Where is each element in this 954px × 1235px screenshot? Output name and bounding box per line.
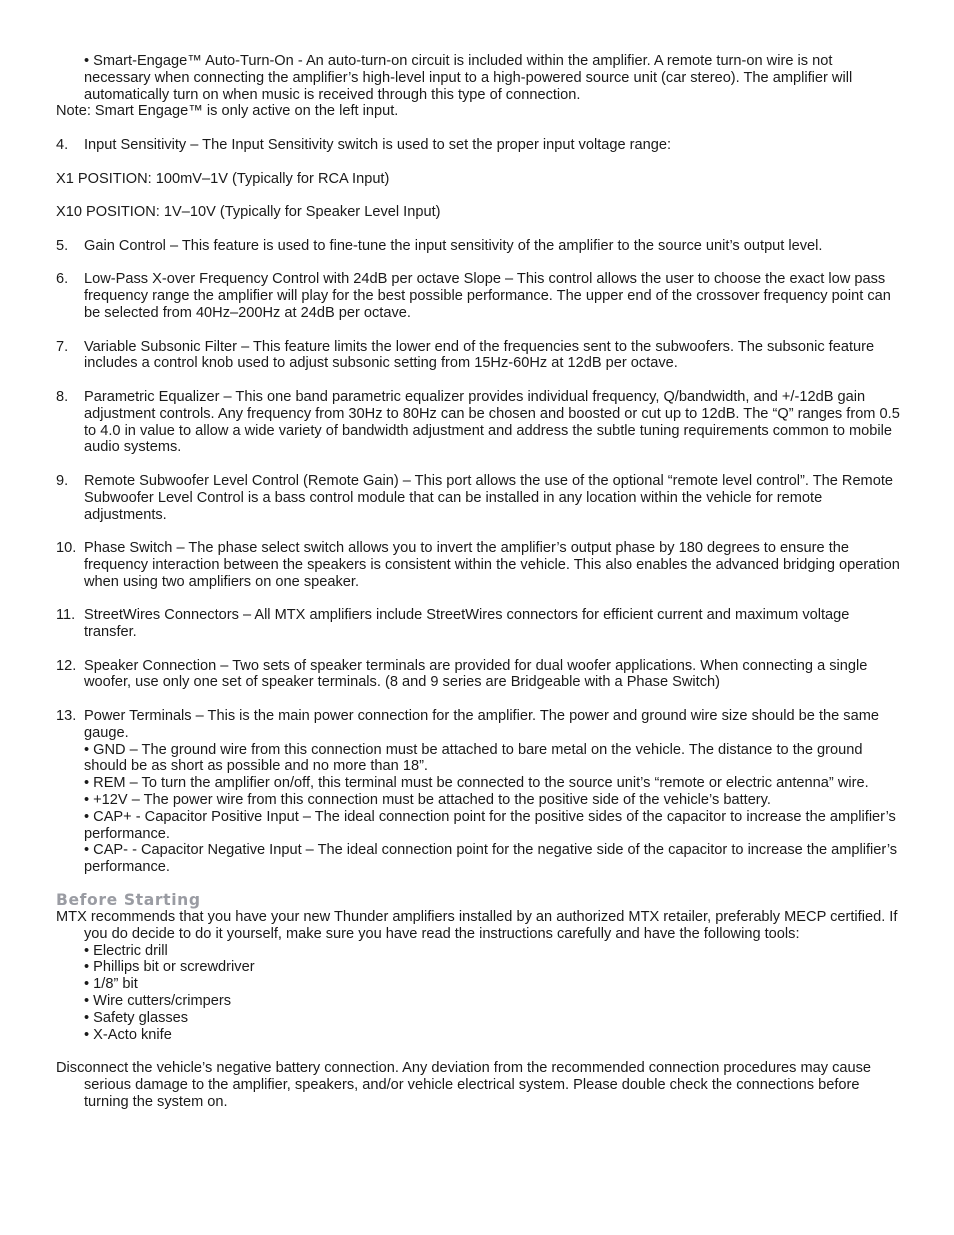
power-bullet-cap-pos: • CAP+ - Capacitor Positive Input – The ideal connection point for the positive sides of the capacitor to increase the amplifier’s performance. xyxy=(84,808,896,842)
list-item-12 xyxy=(56,658,901,692)
power-bullet-12v: • +12V – The power wire from this connection must be attached to the positive side of the vehicle’s battery. xyxy=(84,792,771,809)
item-text: Input Sensitivity – The Input Sensitivity switch is used to set the proper input voltage range: xyxy=(84,136,672,153)
item-text-block xyxy=(84,708,901,876)
before-starting-intro: MTX recommends that you have your new Thunder amplifiers installed by an authorized MTX retailer, preferably MECP certified. If you do decide to do it yourself, make sure you have read the instructions carefully and have the following tools: xyxy=(56,909,898,942)
list-item: • X-Acto knife xyxy=(84,1026,172,1043)
before-starting-closing: Disconnect the vehicle’s negative battery connection. Any deviation from the recommended connection procedures may cause serious damage to the amplifier, speakers, and/or vehicle electrical system. Please double check the connections before turning the system on. xyxy=(56,1060,872,1110)
item-number: 9. xyxy=(56,472,69,489)
tools-list xyxy=(56,943,901,1044)
item-text: Speaker Connection – Two sets of speaker terminals are provided for dual woofer applications. When connecting a single woofer, use only one set of speaker terminals. (8 and 9 series are Bridgeable with a Phase Switch) xyxy=(84,657,868,691)
item-number: 10. xyxy=(56,540,77,557)
list-item-8 xyxy=(56,389,901,456)
list-item-10 xyxy=(56,540,901,590)
power-bullet-cap-neg: • CAP- - Capacitor Negative Input – The ideal connection point for the negative side of the capacitor to increase the amplifier’s performance. xyxy=(84,842,898,876)
list-item-9 xyxy=(56,473,901,523)
item-number: 5. xyxy=(56,237,69,254)
item-text: Low-Pass X-over Frequency Control with 24dB per octave Slope – This control allows the user to choose the exact low pass frequency range the amplifier will play for the best possible performance. The upper end of the crossover frequency point can be selected from 40Hz–200Hz at 24dB per octave. xyxy=(84,271,891,321)
item-number: 8. xyxy=(56,388,69,405)
list-item: • Safety glasses xyxy=(84,1009,189,1026)
document-page xyxy=(56,53,901,1111)
sensitivity-x10: X10 POSITION: 1V–10V (Typically for Speaker Level Input) xyxy=(56,204,441,221)
list-item: • Wire cutters/crimpers xyxy=(84,993,232,1010)
list-item-7 xyxy=(56,339,901,373)
sensitivity-x1: X1 POSITION: 100mV–1V (Typically for RCA Input) xyxy=(56,170,390,187)
list-item: • 1/8” bit xyxy=(84,976,138,993)
list-item-4 xyxy=(56,137,901,154)
list-item-11 xyxy=(56,607,901,641)
item-number: 13. xyxy=(56,708,77,725)
list-item: • Phillips bit or screwdriver xyxy=(84,959,255,976)
item-number: 12. xyxy=(56,657,77,674)
item-number: 4. xyxy=(56,136,69,153)
list-item-13 xyxy=(56,708,901,876)
list-item-6 xyxy=(56,271,901,321)
item-text: Parametric Equalizer – This one band parametric equalizer provides individual frequency, Q/bandwidth, and +/-12dB gain adjustment controls. Any frequency from 30Hz to 80Hz can be chosen and boosted or cut up to 12dB. The “Q” ranges from 0.5 to 4.0 in value to allow a wide variety of bandwidth adjustment and address the subtle tuning requirements common to mobile audio systems. xyxy=(84,388,900,456)
item-number: 6. xyxy=(56,271,69,288)
item-number: 11. xyxy=(56,607,76,624)
item-text: Phase Switch – The phase select switch allows you to invert the amplifier’s output phase by 180 degrees to ensure the frequency interaction between the speakers is consistent within the vehicle. This also enables the advanced bridging operation when using two amplifiers on one speaker. xyxy=(84,540,900,590)
item-text: Remote Subwoofer Level Control (Remote Gain) – This port allows the use of the optional “remote level control”. The Remote Subwoofer Level Control is a bass control module that can be installed in any location within the vehicle for remote adjustments. xyxy=(84,472,893,523)
item-text: Power Terminals – This is the main power connection for the amplifier. The power and ground wire size should be the same gauge. xyxy=(84,708,879,741)
item-text: StreetWires Connectors – All MTX amplifiers include StreetWires connectors for efficient current and maximum voltage transfer. xyxy=(84,607,850,641)
item-number: 7. xyxy=(56,338,69,355)
smart-engage-note: Note: Smart Engage™ is only active on the left input. xyxy=(56,103,399,120)
item-text: Variable Subsonic Filter – This feature limits the lower end of the frequencies sent to the subwoofers. The subsonic feature includes a control knob used to adjust subsonic setting from 15Hz-60Hz at 12dB per octave. xyxy=(84,338,875,372)
list-item: • Electric drill xyxy=(84,942,168,959)
smart-engage-bullet: • Smart-Engage™ Auto-Turn-On - An auto-turn-on circuit is included within the amplifier. A remote turn-on wire is not necessary when connecting the amplifier’s high-level input to a high-powered source unit (car stereo). The amplifier will automatically turn on when music is received through this type of connection. xyxy=(84,53,853,103)
power-bullet-gnd: • GND – The ground wire from this connection must be attached to bare metal on the vehicle. The distance to the ground should be as short as possible and no more than 18”. xyxy=(84,741,863,775)
item-text: Gain Control – This feature is used to fine-tune the input sensitivity of the amplifier to the source unit’s output level. xyxy=(84,237,823,254)
section-heading-before-starting: Before Starting xyxy=(56,891,201,910)
list-item-5 xyxy=(56,238,901,255)
power-bullet-rem: • REM – To turn the amplifier on/off, this terminal must be connected to the source unit’s “remote or electric antenna” wire. xyxy=(84,775,869,792)
